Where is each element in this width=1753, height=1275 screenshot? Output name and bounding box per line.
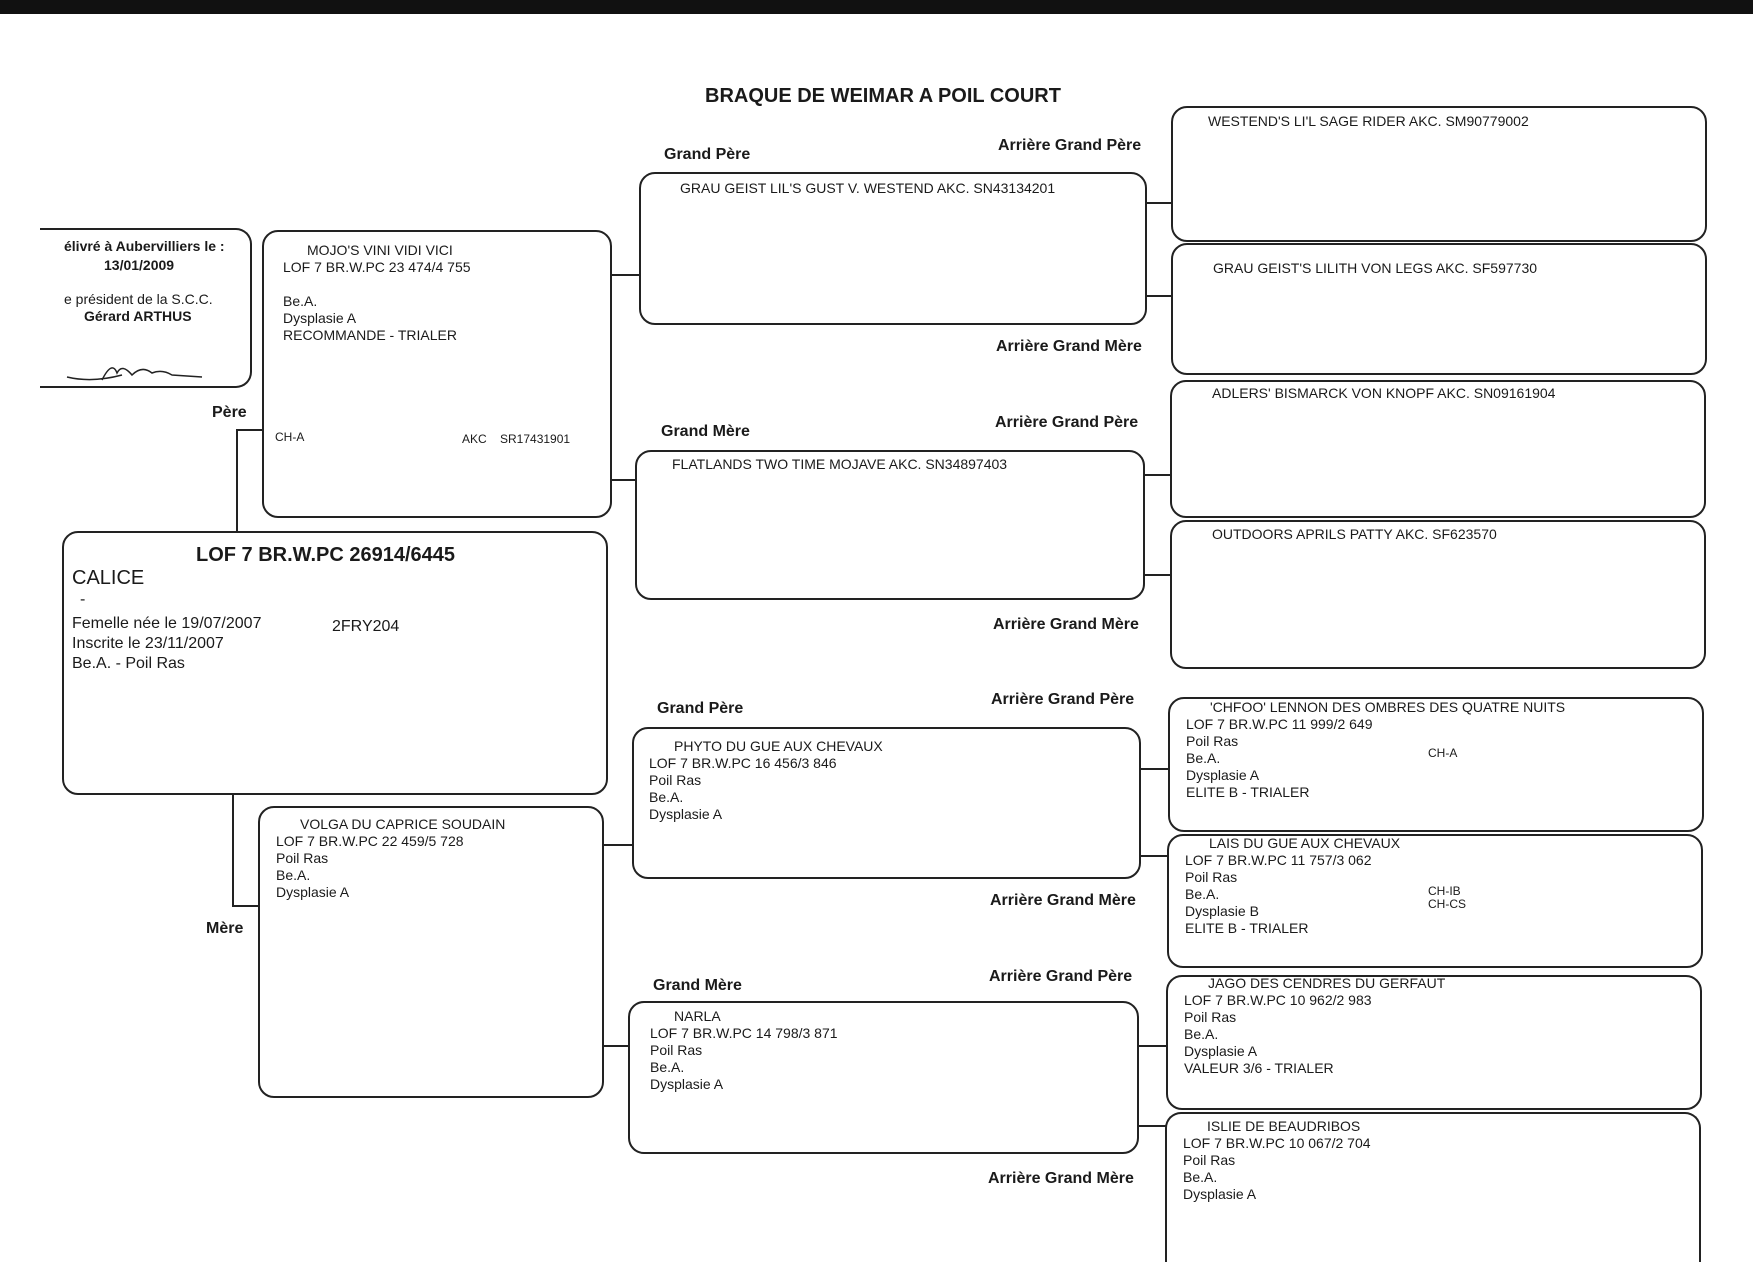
label-grand-mere: Grand Mère bbox=[661, 423, 750, 440]
great-granddam-4-name: ISLIE DE BEAUDRIBOS bbox=[1207, 1118, 1361, 1134]
issue-date: 13/01/2009 bbox=[104, 257, 175, 273]
dog-dash: - bbox=[80, 591, 86, 608]
great-grandsire-3-name: 'CHFOO' LENNON DES OMBRES DES QUATRE NUITS bbox=[1210, 699, 1566, 715]
issue-signatory: Gérard ARTHUS bbox=[84, 308, 192, 324]
dam-line: Dysplasie A bbox=[276, 884, 350, 900]
great-granddam-4-lof: LOF 7 BR.W.PC 10 067/2 704 bbox=[1183, 1135, 1371, 1151]
label-arriere-grand-pere: Arrière Grand Père bbox=[998, 137, 1142, 154]
great-grandsire-3-line: ELITE B - TRIALER bbox=[1186, 784, 1310, 800]
sire-line: Dysplasie A bbox=[283, 310, 357, 326]
sire-line: Be.A. bbox=[283, 293, 318, 309]
granddam-maternal-line: Poil Ras bbox=[650, 1042, 703, 1058]
dam-line: Poil Ras bbox=[276, 850, 329, 866]
dam-name: VOLGA DU CAPRICE SOUDAIN bbox=[300, 816, 506, 832]
grandsire-maternal-name: PHYTO DU GUE AUX CHEVAUX bbox=[674, 738, 883, 754]
great-granddam-3-line: Dysplasie B bbox=[1185, 903, 1259, 919]
grandsire-paternal-name: GRAU GEIST LIL'S GUST V. WESTEND AKC. SN43134201 bbox=[680, 180, 1056, 196]
label-arriere-grand-mere: Arrière Grand Mère bbox=[996, 338, 1142, 355]
connector-line bbox=[610, 479, 636, 481]
dog-lof: LOF 7 BR.W.PC 26914/6445 bbox=[196, 544, 456, 566]
great-grandsire-4-line: Poil Ras bbox=[1184, 1009, 1237, 1025]
connector-line bbox=[1144, 574, 1172, 576]
granddam-maternal-name: NARLA bbox=[674, 1008, 721, 1024]
connector-line bbox=[1140, 768, 1170, 770]
sire-akc-label: AKC bbox=[462, 432, 487, 446]
great-granddam-3-line: ELITE B - TRIALER bbox=[1185, 920, 1309, 936]
great-granddam-3-line: Poil Ras bbox=[1185, 869, 1238, 885]
sire-akc: SR17431901 bbox=[500, 432, 571, 446]
page-title: BRAQUE DE WEIMAR A POIL COURT bbox=[705, 85, 1061, 107]
great-grandsire-4-line: Be.A. bbox=[1184, 1026, 1219, 1042]
label-arriere-grand-mere: Arrière Grand Mère bbox=[993, 616, 1139, 633]
connector-line bbox=[236, 429, 238, 531]
granddam-maternal-lof: LOF 7 BR.W.PC 14 798/3 871 bbox=[650, 1025, 838, 1041]
great-grandsire-3-lof: LOF 7 BR.W.PC 11 999/2 649 bbox=[1186, 716, 1373, 732]
label-arriere-grand-mere: Arrière Grand Mère bbox=[988, 1170, 1134, 1187]
great-granddam-3-lof: LOF 7 BR.W.PC 11 757/3 062 bbox=[1185, 852, 1372, 868]
great-granddam-2-name: OUTDOORS APRILS PATTY AKC. SF623570 bbox=[1212, 526, 1497, 542]
granddam-maternal-line: Dysplasie A bbox=[650, 1076, 724, 1092]
label-arriere-grand-pere: Arrière Grand Père bbox=[991, 691, 1135, 708]
great-grandsire-4-line: VALEUR 3/6 - TRIALER bbox=[1184, 1060, 1334, 1076]
great-granddam-3-line: Be.A. bbox=[1185, 886, 1220, 902]
label-grand-pere: Grand Père bbox=[664, 146, 751, 163]
connector-line bbox=[1140, 855, 1170, 857]
dog-traits: Be.A. - Poil Ras bbox=[72, 655, 185, 672]
great-grandsire-3-line: Poil Ras bbox=[1186, 733, 1239, 749]
label-grand-pere: Grand Père bbox=[657, 700, 744, 717]
great-grandsire-4-lof: LOF 7 BR.W.PC 10 962/2 983 bbox=[1184, 992, 1372, 1008]
issue-role: e président de la S.C.C. bbox=[64, 291, 213, 307]
dog-name: CALICE bbox=[72, 567, 145, 589]
granddam-maternal-line: Be.A. bbox=[650, 1059, 685, 1075]
dam-lof: LOF 7 BR.W.PC 22 459/5 728 bbox=[276, 833, 464, 849]
signature-image bbox=[62, 355, 212, 385]
connector-line bbox=[603, 844, 633, 846]
label-pere: Père bbox=[212, 404, 247, 421]
great-granddam-4-line: Be.A. bbox=[1183, 1169, 1218, 1185]
connector-line bbox=[1146, 295, 1172, 297]
great-grandsire-1-name: WESTEND'S LI'L SAGE RIDER AKC. SM90779002 bbox=[1208, 113, 1529, 129]
great-granddam-4-line: Dysplasie A bbox=[1183, 1186, 1257, 1202]
connector-line bbox=[1146, 202, 1172, 204]
connector-line bbox=[232, 792, 234, 907]
great-grandsire-4-name: JAGO DES CENDRES DU GERFAUT bbox=[1208, 975, 1446, 991]
great-granddam-1-name: GRAU GEIST'S LILITH VON LEGS AKC. SF597730 bbox=[1213, 260, 1538, 276]
great-granddam-3-title: CH-CS bbox=[1428, 897, 1466, 911]
great-grandsire-2-name: ADLERS' BISMARCK VON KNOPF AKC. SN09161904 bbox=[1212, 385, 1556, 401]
great-grandsire-3-line: Be.A. bbox=[1186, 750, 1221, 766]
connector-line bbox=[610, 274, 640, 276]
great-granddam-4-line: Poil Ras bbox=[1183, 1152, 1236, 1168]
connector-line bbox=[603, 1045, 629, 1047]
dog-registered: Inscrite le 23/11/2007 bbox=[72, 635, 224, 652]
great-grandsire-4-line: Dysplasie A bbox=[1184, 1043, 1258, 1059]
connector-line bbox=[232, 905, 260, 907]
great-granddam-3-name: LAIS DU GUE AUX CHEVAUX bbox=[1209, 835, 1401, 851]
great-grandsire-3-title: CH-A bbox=[1428, 746, 1458, 760]
sire-line: RECOMMANDE - TRIALER bbox=[283, 327, 457, 343]
sire-lof: LOF 7 BR.W.PC 23 474/4 755 bbox=[283, 259, 471, 275]
granddam-paternal-name: FLATLANDS TWO TIME MOJAVE AKC. SN34897403 bbox=[672, 456, 1008, 472]
sire-title: CH-A bbox=[275, 430, 305, 444]
label-grand-mere: Grand Mère bbox=[653, 977, 742, 994]
grandsire-maternal-lof: LOF 7 BR.W.PC 16 456/3 846 bbox=[649, 755, 837, 771]
grandsire-maternal-line: Be.A. bbox=[649, 789, 684, 805]
issue-place: élivré à Aubervilliers le : bbox=[64, 238, 225, 254]
great-grandsire-3-line: Dysplasie A bbox=[1186, 767, 1260, 783]
connector-line bbox=[1138, 1045, 1168, 1047]
label-arriere-grand-pere: Arrière Grand Père bbox=[989, 968, 1133, 985]
great-granddam-3-title: CH-IB bbox=[1428, 884, 1461, 898]
label-arriere-grand-pere: Arrière Grand Père bbox=[995, 414, 1139, 431]
dam-line: Be.A. bbox=[276, 867, 311, 883]
dog-tattoo: 2FRY204 bbox=[332, 618, 400, 635]
connector-line bbox=[236, 429, 264, 431]
label-mere: Mère bbox=[206, 920, 244, 937]
connector-line bbox=[1144, 474, 1172, 476]
label-arriere-grand-mere: Arrière Grand Mère bbox=[990, 892, 1136, 909]
grandsire-maternal-line: Poil Ras bbox=[649, 772, 702, 788]
sire-name: MOJO'S VINI VIDI VICI bbox=[307, 242, 453, 258]
scan-top-edge bbox=[0, 0, 1753, 14]
dog-birth: Femelle née le 19/07/2007 bbox=[72, 615, 262, 632]
grandsire-maternal-line: Dysplasie A bbox=[649, 806, 723, 822]
connector-line bbox=[1138, 1125, 1168, 1127]
